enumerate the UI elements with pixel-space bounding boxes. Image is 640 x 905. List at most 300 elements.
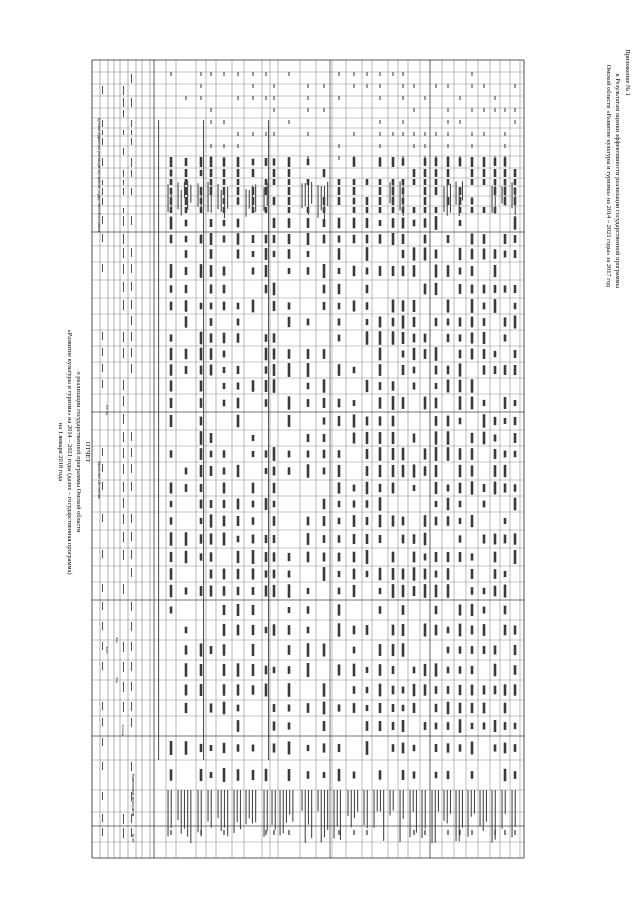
table-cell-shade [131, 702, 132, 711]
table-cell-shade [494, 744, 497, 751]
table-cell-shade [334, 790, 335, 839]
table-cell-shade [318, 790, 319, 811]
table-cell-shade [131, 642, 132, 651]
table-cell-shade [307, 349, 310, 359]
table-cell-shade [302, 790, 303, 811]
table-cell-shade [379, 179, 382, 185]
table-cell-shade [424, 397, 427, 410]
table-cell-shade [353, 400, 356, 406]
table-cell-shade [514, 771, 517, 779]
table-cell-shade [392, 266, 395, 276]
table-cell-shade [308, 108, 309, 112]
table-cell-shade [380, 120, 381, 124]
table-cell-shade [480, 790, 481, 827]
table-cell-shade [413, 382, 416, 389]
table-cell-shade [514, 316, 517, 329]
table-cell-shade [123, 208, 124, 213]
table-cell-shade [436, 84, 437, 88]
table-cell-shade [460, 156, 461, 160]
table-cell-shade [210, 500, 213, 508]
table-cell-shade [307, 434, 310, 442]
table-cell-shade [366, 285, 369, 293]
table-cell-shade [424, 569, 427, 580]
table-cell-shade [447, 169, 450, 177]
table-cell-shade [514, 645, 517, 655]
table-cell-shade [483, 722, 486, 729]
table-cell-shade [210, 284, 213, 293]
table-cell-shade [289, 72, 290, 76]
table-cell-shade [435, 447, 438, 461]
table-cell-shade [471, 741, 474, 754]
table-cell-shade [483, 169, 486, 177]
table-cell-shade [424, 624, 427, 637]
table-cell-shade [237, 179, 240, 185]
table-cell-shade [447, 667, 450, 674]
table-cell-shade [323, 535, 326, 543]
table-cell-shade [377, 790, 378, 811]
table-cell-shade [471, 515, 474, 527]
table-cell-shade [435, 704, 438, 712]
table-cell-shade [471, 157, 474, 167]
table-cell-shade [448, 132, 449, 136]
table-cell-shade [102, 642, 103, 650]
table-cell-shade [447, 300, 450, 313]
table-cell-shade [514, 250, 517, 258]
table-cell-shade [288, 415, 291, 427]
table-cell-shade [494, 366, 497, 374]
table-cell-shade [353, 703, 356, 713]
table-cell-shade [460, 120, 461, 124]
table-cell-shade [367, 84, 368, 88]
table-cell-shade [237, 333, 240, 342]
table-cell-shade [223, 644, 226, 655]
table-cell-shade [210, 772, 213, 778]
table-cell-shade [265, 348, 268, 361]
table-cell-shade [131, 138, 132, 145]
table-cell-shade [504, 285, 507, 292]
table-cell-shade [471, 723, 474, 729]
table-cell-shade [210, 265, 213, 277]
table-cell-shade [379, 266, 382, 276]
table-cell-shade [471, 179, 474, 185]
table-cell-shade [353, 300, 356, 311]
table-cell-shade [201, 790, 202, 836]
table-cell-shade [273, 158, 276, 165]
table-cell-shade [307, 233, 310, 245]
table-cell-shade [185, 207, 188, 213]
table-cell-shade [252, 790, 253, 823]
table-cell-shade [185, 179, 188, 185]
table-cell-shade [514, 350, 517, 358]
table-cell-shade [504, 625, 507, 636]
table-cell-shade [323, 302, 326, 310]
table-cell-shade [459, 483, 462, 494]
table-cell-shade [223, 157, 226, 166]
table-cell-shade [190, 185, 191, 203]
table-cell-shade [102, 514, 103, 522]
table-cell-shade [288, 830, 289, 835]
table-cell-shade [273, 501, 276, 507]
table-cell-shade [447, 743, 450, 752]
table-cell-shade [483, 285, 486, 294]
table-cell-shade [249, 190, 250, 209]
table-cell-shade [354, 84, 355, 88]
table-cell-shade [265, 207, 268, 213]
table-cell-shade [447, 568, 450, 580]
table-cell-shade [392, 483, 395, 494]
table-cell-shade [494, 686, 497, 695]
table-cell-shade [123, 682, 124, 692]
table-cell-shade [353, 626, 356, 635]
table-cell-shade [338, 335, 341, 342]
table-cell-shade [170, 179, 173, 185]
table-cell-shade [237, 465, 240, 477]
table-cell-shade [170, 235, 173, 243]
table-cell-shade [494, 449, 497, 459]
table-cell-shade [413, 220, 416, 227]
table-cell-shade [459, 465, 462, 477]
table-cell-shade [402, 585, 405, 597]
table-cell-shade [210, 179, 213, 185]
table-cell-shade [435, 216, 438, 230]
table-cell-shade [249, 790, 250, 818]
table-cell-shade [218, 790, 219, 818]
table-cell-shade [323, 772, 326, 778]
table-cell-shade [274, 108, 275, 112]
table-cell-shade [273, 667, 276, 673]
table-cell-shade [288, 249, 291, 259]
table-cell-shade [435, 585, 438, 598]
table-cell-shade [402, 351, 405, 358]
table-cell-shade [102, 828, 103, 836]
table-cell-shade [413, 433, 416, 442]
table-cell-shade [448, 120, 449, 124]
table-cell-shade [253, 132, 254, 136]
table-cell-shade [392, 686, 395, 695]
table-cell-shade [221, 190, 222, 212]
table-cell-shade [283, 790, 284, 833]
table-cell-shade [252, 568, 255, 579]
table-cell-shade [435, 431, 438, 444]
table-cell-shade [338, 187, 341, 195]
table-cell-shade [514, 303, 517, 309]
table-cell-shade [273, 721, 276, 730]
table-cell-shade [402, 365, 405, 375]
table-cell-shade [286, 790, 287, 823]
table-cell-shade [505, 790, 506, 814]
table-cell-shade [307, 399, 310, 407]
table-cell-shade [170, 585, 173, 597]
table-cell-shade [308, 156, 309, 160]
table-cell-shade [288, 666, 291, 674]
table-cell-shade [323, 169, 326, 177]
table-cell-shade [515, 108, 516, 112]
table-cell-shade [185, 741, 188, 755]
table-cell-shade [353, 187, 356, 195]
table-cell-shade [170, 415, 173, 427]
table-cell-shade [367, 790, 368, 828]
table-cell-shade [494, 664, 497, 677]
table-cell-shade [494, 720, 497, 732]
table-cell-shade [237, 720, 240, 732]
table-cell-shade [504, 334, 507, 341]
table-cell-shade [338, 197, 341, 205]
table-cell-shade [450, 184, 451, 213]
table-cell-shade [323, 219, 326, 227]
table-cell-shade [223, 500, 226, 508]
table-cell-shade [402, 315, 405, 328]
table-cell-shade [273, 447, 276, 461]
table-cell-shade [170, 552, 173, 562]
table-cell-shade [338, 179, 341, 185]
table-cell-shade [366, 417, 369, 426]
table-cell-shade [402, 705, 405, 712]
table-cell-shade [505, 132, 506, 136]
table-cell-shade [185, 703, 188, 713]
table-cell-shade [123, 498, 124, 508]
table-cell-shade [178, 182, 179, 209]
table-cell-shade [495, 185, 496, 214]
appendix-number: Приложение № 1 [624, 49, 631, 96]
report-subtitle-1: о реализации государственной программы Омской области [75, 371, 82, 533]
table-cell-shade [102, 380, 103, 388]
table-cell-shade [201, 84, 202, 88]
table-cell-shade [392, 448, 395, 460]
table-cell-shade [252, 605, 255, 615]
table-cell-shade [459, 604, 462, 615]
table-cell-shade [102, 332, 103, 340]
table-cell-shade [353, 432, 356, 443]
table-cell-shade [366, 500, 369, 508]
table-cell-shade [252, 770, 255, 780]
table-cell-shade [416, 790, 417, 833]
col-num-header: № п/п [131, 833, 135, 843]
col-name-header: Наименование мероприятия [131, 773, 135, 817]
table-cell-shade [338, 664, 341, 675]
table-cell-shade [237, 219, 240, 228]
table-cell-shade [504, 571, 507, 577]
table-cell-shade [237, 684, 240, 695]
table-cell-shade [366, 207, 369, 213]
table-cell-shade [223, 605, 226, 615]
table-cell-shade [505, 144, 506, 148]
table-cell-shade [237, 625, 240, 636]
table-cell-shade [170, 264, 173, 278]
table-cell-shade [123, 702, 124, 712]
table-cell-shade [123, 828, 124, 838]
table-cell-shade [275, 790, 276, 830]
table-cell-shade [366, 466, 369, 476]
table-cell-shade [237, 569, 240, 579]
table-cell-shade [392, 666, 395, 674]
table-cell-shade [402, 300, 405, 311]
table-cell-shade [353, 585, 356, 597]
table-cell-shade [483, 303, 486, 310]
table-cell-shade [471, 790, 472, 817]
table-cell-shade [413, 265, 416, 277]
col-total-header: Всего [105, 646, 108, 654]
table-cell-shade [471, 249, 474, 260]
table-cell-shade [221, 790, 222, 831]
table-cell-shade [178, 790, 179, 820]
table-cell-shade [223, 333, 226, 344]
table-cell-shade [200, 518, 203, 524]
table-cell-shade [273, 624, 276, 635]
table-cell-shade [459, 624, 462, 637]
table-cell-shade [459, 350, 462, 359]
table-cell-shade [265, 248, 268, 260]
table-cell-shade [338, 235, 341, 242]
table-cell-shade [447, 722, 450, 730]
table-cell-shade [435, 772, 438, 779]
table-cell-shade [224, 144, 225, 148]
table-cell-shade [338, 623, 341, 636]
table-cell-shade [380, 96, 381, 100]
table-cell-shade [504, 606, 507, 615]
table-cell-shade [353, 218, 356, 229]
table-cell-shade [504, 465, 507, 477]
table-cell-shade [264, 790, 265, 837]
table-cell-shade [366, 625, 369, 635]
table-cell-shade [185, 220, 188, 227]
table-cell-shade [223, 235, 226, 242]
table-cell-shade [435, 501, 438, 507]
table-cell-shade [170, 532, 173, 545]
table-cell-shade [240, 790, 241, 829]
table-cell-shade [505, 180, 506, 205]
table-cell-shade [273, 379, 276, 393]
table-cell-shade [200, 684, 203, 696]
table-cell-shade [366, 268, 369, 275]
table-cell-shade [273, 483, 276, 493]
table-cell-shade [131, 622, 132, 631]
table-cell-shade [448, 84, 449, 88]
table-cell-shade [210, 348, 213, 360]
table-cell-shade [403, 132, 404, 136]
table-cell-shade [123, 514, 124, 524]
table-cell-shade [323, 264, 326, 278]
table-cell-shade [514, 533, 517, 544]
table-cell-shade [471, 284, 474, 293]
table-cell-shade [383, 790, 384, 841]
table-cell-shade [447, 584, 450, 597]
table-cell-shade [123, 170, 124, 177]
table-cell-shade [170, 482, 173, 493]
table-cell-shade [400, 790, 401, 842]
table-cell-shade [123, 464, 124, 474]
table-cell-shade [324, 108, 325, 112]
table-cell-shade [492, 186, 493, 213]
table-cell-shade [424, 584, 427, 598]
table-cell-shade [353, 500, 356, 507]
table-cell-shade [307, 218, 310, 228]
table-cell-shade [265, 158, 268, 166]
table-cell-shade [131, 188, 132, 195]
table-cell-shade [170, 169, 173, 176]
table-cell-shade [494, 417, 497, 425]
table-cell-shade [462, 181, 463, 200]
table-cell-shade [471, 604, 474, 616]
table-cell-shade [512, 182, 513, 208]
table-cell-shade [288, 218, 291, 228]
table-cell-shade [203, 120, 204, 760]
table-cell-shade [471, 234, 474, 245]
table-cell-shade [253, 84, 254, 88]
table-cell-shade [227, 790, 228, 836]
table-cell-shade [459, 685, 462, 695]
table-cell-shade [392, 432, 395, 444]
table-cell-shade [354, 132, 355, 136]
table-cell-shade [432, 790, 433, 843]
table-cell-shade [504, 169, 507, 177]
table-cell-shade [223, 830, 224, 835]
table-cell-shade [185, 316, 188, 327]
table-cell-shade [123, 188, 124, 195]
table-cell-shade [379, 234, 382, 243]
table-cell-shade [200, 170, 203, 176]
table-cell-shade [223, 624, 226, 636]
table-cell-shade [459, 334, 462, 341]
table-cell-shade [255, 790, 256, 822]
table-cell-shade [274, 96, 275, 100]
table-cell-shade [102, 464, 103, 472]
table-cell-shade [323, 499, 326, 510]
table-cell-shade [131, 216, 132, 225]
table-cell-shade [237, 382, 240, 389]
table-cell-shade [252, 501, 255, 508]
table-cell-shade [238, 144, 239, 148]
table-cell-shade [392, 396, 395, 410]
table-cell-shade [424, 218, 427, 227]
table-cell-shade [223, 532, 226, 545]
table-cell-shade [305, 790, 306, 843]
table-cell-shade [265, 585, 268, 596]
table-cell-shade [288, 187, 291, 195]
table-cell-shade [366, 380, 369, 392]
table-cell-shade [208, 790, 209, 821]
table-cell-shade [483, 501, 486, 508]
table-cell-shade [265, 366, 268, 373]
table-cell-shade [366, 302, 369, 310]
table-cell-shade [327, 182, 328, 206]
table-cell-shade [102, 198, 103, 205]
table-cell-shade [323, 567, 326, 581]
table-cell-shade [366, 534, 369, 544]
table-cell-shade [265, 468, 268, 474]
table-cell-shade [494, 434, 497, 441]
table-cell-shade [200, 332, 203, 345]
table-cell-shade [323, 450, 326, 459]
table-cell-shade [338, 769, 341, 781]
table-cell-shade [459, 744, 462, 751]
table-cell-shade [323, 743, 326, 752]
table-cell-shade [237, 705, 240, 712]
table-cell-shade [131, 448, 132, 457]
table-cell-shade [168, 184, 169, 212]
table-cell-shade [353, 830, 354, 835]
table-cell-shade [210, 466, 213, 476]
table-cell-shade [424, 515, 427, 527]
table-cell-shade [413, 334, 416, 343]
table-cell-shade [435, 625, 438, 636]
table-cell-shade [514, 498, 517, 511]
table-cell-shade [223, 400, 226, 407]
table-cell-shade [424, 448, 427, 459]
table-cell-shade [273, 349, 276, 360]
table-cell-shade [266, 96, 267, 100]
table-cell-shade [471, 397, 474, 410]
table-cell-shade [495, 156, 496, 160]
